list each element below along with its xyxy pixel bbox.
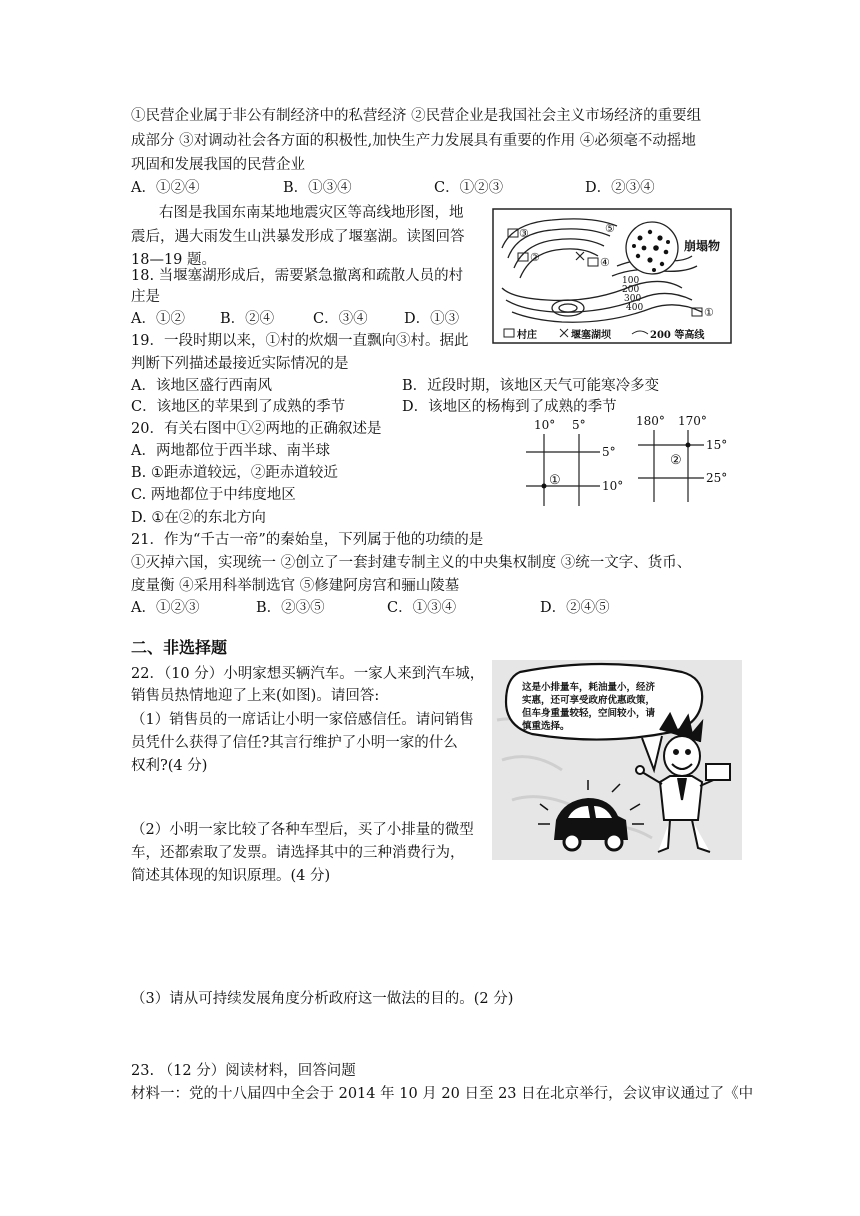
q18-line2: 庄是 [131,289,160,305]
q21-option-d: D．②④⑤ [540,600,610,616]
contour-200: 200 [622,285,640,295]
village-4: ④ [600,256,610,269]
q18-option-c: C．③④ [313,311,368,327]
salesperson-cartoon [492,660,742,860]
q19-line1: 19．一段时期以来，①村的炊烟一直飘向③村。据此 [131,333,469,349]
q21-line1: 21．作为“千古一帝”的秦始皇，下列属于他的功绩的是 [131,532,484,548]
q19-option-b: B．近段时期，该地区天气可能寒冷多变 [402,378,660,394]
grid1-top-5: 5° [572,418,586,432]
q17-line3: 巩固和发展我国的民营企业 [131,157,305,173]
grid2-top-170: 170° [678,414,707,428]
q20-option-c: C. 两地都位于中纬度地区 [131,487,296,503]
q17-line1: ①民营企业属于非公有制经济中的私营经济 ②民营企业是我国社会主义市场经济的重要组 [131,108,702,124]
grid2-point: ② [670,453,682,468]
grid1-right-10: 10° [602,479,624,493]
collapse-label: 崩塌物 [684,239,721,253]
grid1-top-10: 10° [534,418,556,432]
q22-p3: （3）请从可持续发展角度分析政府这一做法的目的。(2 分) [131,991,514,1007]
village-3: ③ [519,227,529,240]
q19-option-c: C．该地区的苹果到了成熟的季节 [131,399,346,415]
q17-option-c: C．①②③ [434,180,504,196]
contour-400: 400 [626,303,644,313]
speech-line4: 慎重选择。 [522,721,570,732]
q22-p1b: 员凭什么获得了信任?其言行维护了小明一家的什么 [131,735,458,751]
contour-100: 100 [622,276,640,286]
q22-p1c: 权利?(4 分) [131,758,208,774]
lat-lon-grid-1 [522,416,632,508]
q21-option-c: C．①③④ [387,600,457,616]
speech-line1: 这是小排量车，耗油量小，经济 [522,682,656,693]
section-title: 二、非选择题 [131,638,228,657]
q22-p2c: 简述其体现的知识原理。(4 分) [131,868,331,884]
lat-lon-grid-2 [632,412,762,504]
intro-line1: 右图是我国东南某地地震灾区等高线地形图，地 [159,205,464,221]
grid2-right-15: 15° [706,438,728,452]
legend-village: 村庄 [517,330,537,341]
grid2-right-25: 25° [706,471,728,485]
legend-contour: 200 等高线 [650,330,705,341]
grid2-top-180: 180° [636,414,665,428]
q19-option-d: D．该地区的杨梅到了成熟的季节 [402,399,617,415]
q22-line2: 销售员热情地迎了上来(如图)。请回答: [131,688,380,704]
grid1-point: ① [549,473,561,488]
village-2: ② [530,251,540,264]
intro-line2: 震后，遇大雨发生山洪暴发形成了堰塞湖。读图回答 [131,229,465,245]
q21-option-a: A．①②③ [131,600,200,616]
q22-p1a: （1）销售员的一席话让小明一家倍感信任。请问销售 [131,712,474,728]
q20-option-b: B. ①距赤道较远，②距赤道较近 [131,465,338,481]
q20-line1: 20．有关右图中①②两地的正确叙述是 [131,421,382,437]
q19-line2: 判断下列描述最接近实际情况的是 [131,356,349,372]
q22-p2b: 车，还都索取了发票。请选择其中的三种消费行为， [131,845,465,861]
q22-p2a: （2）小明一家比较了各种车型后，买了小排量的微型 [131,822,474,838]
q22-line1: 22．（10 分）小明家想买辆汽车。一家人来到汽车城， [131,666,485,682]
intro-line3: 18—19 题。 [131,252,217,268]
q18-line1: 18. 当堰塞湖形成后，需要紧急撤离和疏散人员的村 [131,268,464,284]
q21-line3: 度量衡 ④采用科举制选官 ⑤修建阿房宫和骊山陵墓 [131,578,460,594]
q18-option-a: A．①② [131,311,185,327]
q23-line2: 材料一：党的十八届四中全会于 2014 年 10 月 20 日至 23 日在北京举行，会议审议通过了《中 [131,1086,754,1102]
legend-dam: 堰塞湖坝 [571,330,611,341]
q23-line1: 23. （12 分）阅读材料，回答问题 [131,1063,356,1079]
village-5: ⑤ [605,222,615,235]
q20-option-d: D. ①在②的东北方向 [131,510,266,526]
q21-option-b: B．②③⑤ [256,600,325,616]
speech-line2: 实惠，还可享受政府优惠政策， [522,695,656,706]
q17-line2: 成部分 ③对调动社会各方面的积极性,加快生产力发展具有重要的作用 ④必须毫不动摇地 [131,133,696,149]
village-1: ① [704,306,714,319]
q21-line2: ①灭掉六国，实现统一 ②创立了一套封建专制主义的中央集权制度 ③统一文字、货币、 [131,555,692,571]
q17-option-d: D．②③④ [585,180,655,196]
q18-option-b: B．②④ [220,311,275,327]
q17-option-a: A．①②④ [131,180,200,196]
contour-300: 300 [624,294,642,304]
q18-option-d: D．①③ [404,311,460,327]
q17-option-b: B．①③④ [283,180,352,196]
q19-option-a: A．该地区盛行西南风 [131,378,272,394]
grid1-right-5: 5° [602,445,616,459]
contour-map [492,208,732,344]
q20-option-a: A．两地都位于西半球、南半球 [131,443,330,459]
speech-line3: 但车身重量较轻，空间较小，请 [522,708,656,719]
